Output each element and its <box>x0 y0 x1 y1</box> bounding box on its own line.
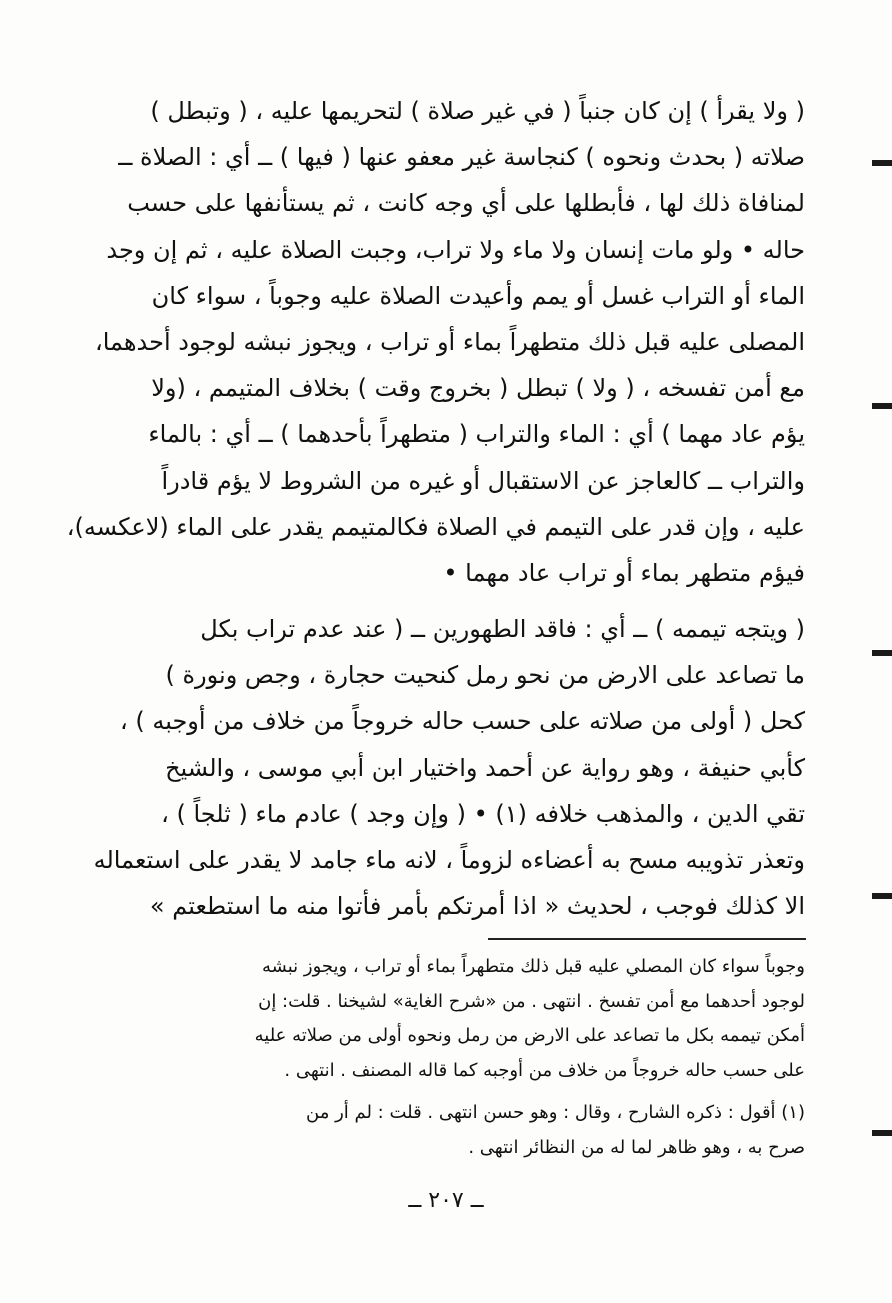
text-line: وتعذر تذويبه مسح به أعضاءه لزوماً ، لانه ماء جامد لا يقدر على استعماله <box>93 846 805 874</box>
text-line: يؤم عاد مهما ) أي : الماء والتراب ( متطهراً بأحدهما ) ــ أي : بالماء <box>148 420 805 449</box>
footnote-line: على حسب حاله خروجاً من خلاف من أوجبه كما قاله المصنف . انتهى . <box>284 1059 805 1081</box>
text-line: عليه ، وإن قدر على التيمم في الصلاة فكالمتيمم يقدر على الماء (لاعكسه)، <box>66 512 805 541</box>
text-line: ( ويتجه تيممه ) ــ أي : فاقد الطهورين ــ ( عند عدم تراب بكل <box>200 615 805 644</box>
text-line: ( ولا يقرأ ) إن كان جنباً ( في غير صلاة ) لتحريمها عليه ، ( وتبطل ) <box>150 97 805 125</box>
text-line: مع أمن تفسخه ، ( ولا ) تبطل ( بخروج وقت ) بخلاف المتيمم ، (ولا <box>151 374 805 403</box>
text-line: فيؤم متطهر بماء أو تراب عاد مهما • <box>443 558 805 587</box>
footnotes <box>160 950 805 1165</box>
footnote-line: وجوباً سواء كان المصلي عليه قبل ذلك متطهراً بماء أو تراب ، ويجوز نبشه <box>262 956 805 977</box>
margin-mark <box>872 160 892 166</box>
footnote-line: لوجود أحدهما مع أمن تفسخ . انتهى . من «شرح الغاية» لشيخنا . قلت: إن <box>258 990 805 1012</box>
text-line: لمنافاة ذلك لها ، فأبطلها على أي وجه كانت ، ثم يستأنفها على حسب <box>127 189 805 218</box>
text-line: كحل ( أولى من صلاته على حسب حاله خروجاً من خلاف من أوجبه ) ، <box>119 707 805 736</box>
text-line: المصلى عليه قبل ذلك متطهراً بماء أو تراب ، ويجوز نبشه لوجود أحدهما، <box>94 327 805 356</box>
footnote-separator <box>488 938 806 940</box>
text-line: الا كذلك فوجب ، لحديث « اذا أمرتكم بأمر فأتوا منه ما استطعتم » <box>149 892 805 921</box>
footnote-line: أمكن تيممه بكل ما تصاعد على الارض من رمل ونحوه أولى من صلاته عليه <box>254 1025 805 1046</box>
text-line: والتراب ــ كالعاجز عن الاستقبال أو غيره من الشروط لا يؤم قادراً <box>161 466 805 495</box>
margin-mark <box>872 403 892 409</box>
main-text <box>66 88 805 929</box>
footnote-line: صرح به ، وهو ظاهر لما له من النظائر انتهى . <box>468 1136 805 1158</box>
margin-mark <box>872 1130 892 1136</box>
margin-mark <box>872 893 892 899</box>
footnote-line: (١) أقول : ذكره الشارح ، وقال : وهو حسن انتهى . قلت : لم أر من <box>306 1102 805 1123</box>
text-line: ما تصاعد على الارض من نحو رمل كنحيت حجارة ، وجص ونورة ) <box>165 661 805 690</box>
text-line: تقي الدين ، والمذهب خلافه (١) • ( وإن وجد ) عادم ماء ( ثلجاً ) ، <box>161 799 805 828</box>
margin-mark <box>872 650 892 656</box>
paragraph-gap <box>160 596 805 606</box>
text-line: صلاته ( بحدث ونحوه ) كنجاسة غير معفو عنها ( فيها ) ــ أي : الصلاة ــ <box>118 143 805 172</box>
text-line: حاله • ولو مات إنسان ولا ماء ولا تراب، وجبت الصلاة عليه ، ثم إن وجد <box>106 235 805 264</box>
text-line: كأبي حنيفة ، وهو رواية عن أحمد واختيار ابن أبي موسى ، والشيخ <box>165 753 805 782</box>
page-number: ــ ٢٠٧ ــ <box>408 1188 484 1213</box>
footnote-gap <box>160 1088 805 1096</box>
text-line: الماء أو التراب غسل أو يمم وأعيدت الصلاة عليه وجوباً ، سواء كان <box>151 281 805 310</box>
